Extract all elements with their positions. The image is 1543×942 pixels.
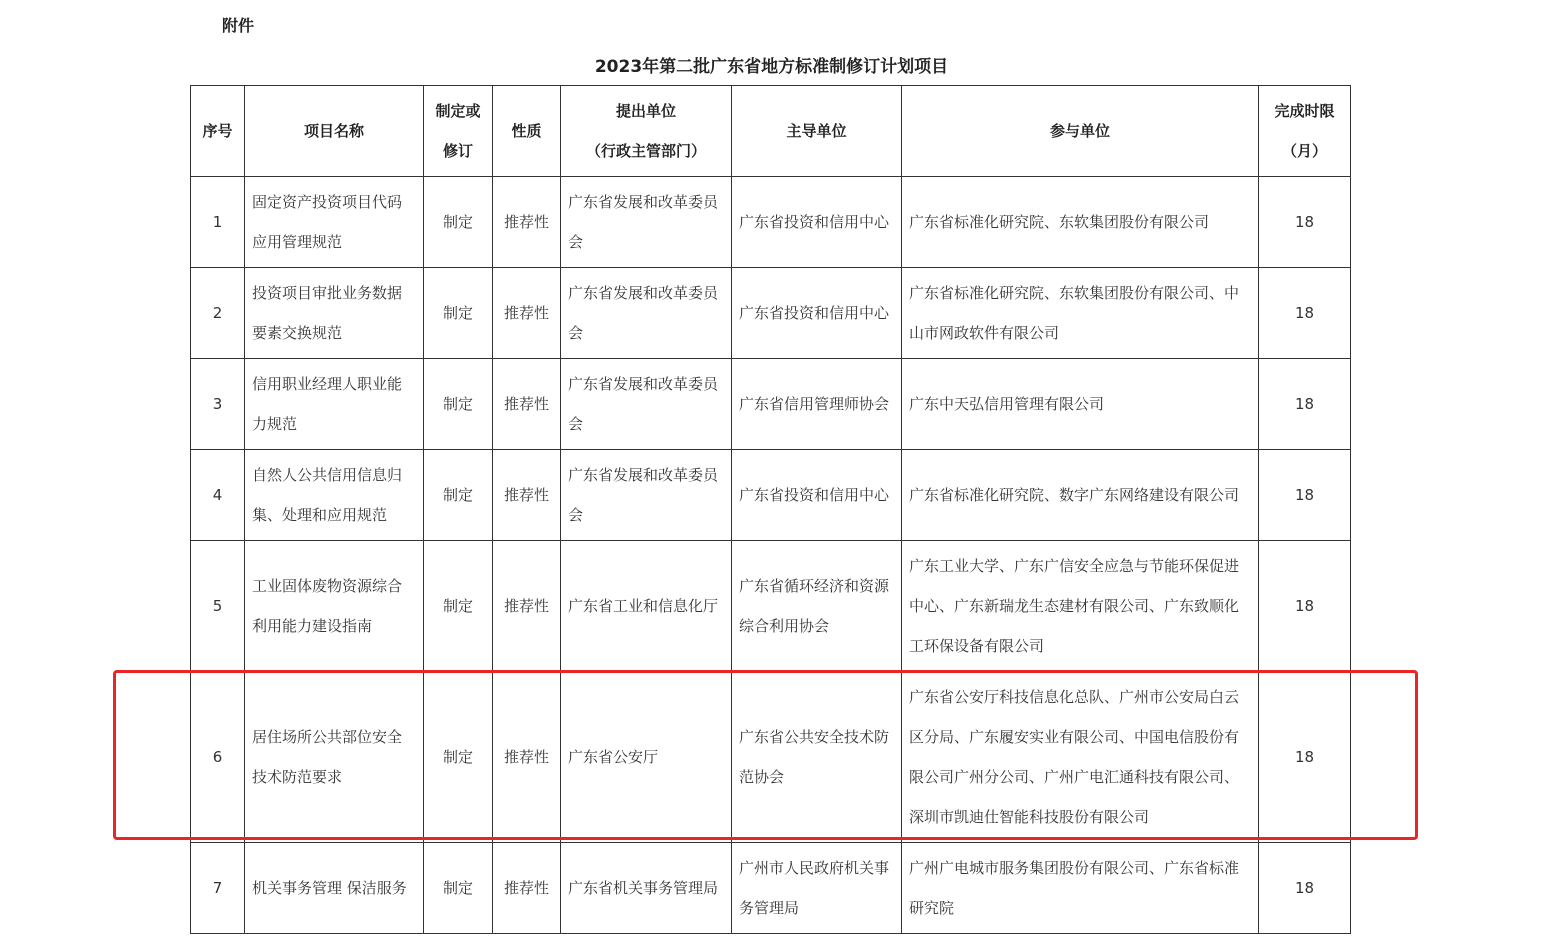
- header-proposer: 提出单位 （行政主管部门）: [561, 86, 732, 177]
- cell-nature: 推荐性: [493, 541, 561, 672]
- cell-type: 制定: [424, 541, 493, 672]
- cell-nature: 推荐性: [493, 268, 561, 359]
- table-row-highlighted: [191, 672, 1351, 843]
- cell-nature: 推荐性: [493, 450, 561, 541]
- cell-type: 制定: [424, 359, 493, 450]
- header-participants: 参与单位: [902, 86, 1259, 177]
- cell-name: 自然人公共信用信息归集、处理和应用规范: [245, 450, 424, 541]
- cell-proposer: 广东省发展和改革委员会: [561, 268, 732, 359]
- cell-name: 工业固体废物资源综合利用能力建设指南: [245, 541, 424, 672]
- cell-lead: 广东省投资和信用中心: [732, 268, 902, 359]
- table-row: [191, 541, 1351, 672]
- cell-name: 信用职业经理人职业能力规范: [245, 359, 424, 450]
- cell-lead: 广州市人民政府机关事务管理局: [732, 843, 902, 934]
- cell-deadline: 18: [1259, 541, 1351, 672]
- table-row: [191, 450, 1351, 541]
- cell-seq: 4: [191, 450, 245, 541]
- table-row: [191, 177, 1351, 268]
- cell-type: 制定: [424, 268, 493, 359]
- table-header-row: [191, 86, 1351, 177]
- cell-deadline: 18: [1259, 843, 1351, 934]
- table-row: [191, 268, 1351, 359]
- cell-participants: 广东中天弘信用管理有限公司: [902, 359, 1259, 450]
- cell-type: 制定: [424, 843, 493, 934]
- header-nature: 性质: [493, 86, 561, 177]
- cell-participants: 广东省标准化研究院、东软集团股份有限公司、中山市网政软件有限公司: [902, 268, 1259, 359]
- cell-name: 居住场所公共部位安全技术防范要求: [245, 672, 424, 843]
- cell-lead: 广东省公共安全技术防范协会: [732, 672, 902, 843]
- cell-lead: 广东省投资和信用中心: [732, 450, 902, 541]
- cell-nature: 推荐性: [493, 177, 561, 268]
- cell-name: 投资项目审批业务数据要素交换规范: [245, 268, 424, 359]
- header-type: 制定或 修订: [424, 86, 493, 177]
- cell-deadline: 18: [1259, 672, 1351, 843]
- attachment-label: 附件: [222, 16, 255, 35]
- cell-proposer: 广东省发展和改革委员会: [561, 450, 732, 541]
- cell-proposer: 广东省发展和改革委员会: [561, 359, 732, 450]
- cell-seq: 7: [191, 843, 245, 934]
- table-row: [191, 843, 1351, 934]
- cell-type: 制定: [424, 450, 493, 541]
- cell-name: 固定资产投资项目代码应用管理规范: [245, 177, 424, 268]
- cell-proposer: 广东省公安厅: [561, 672, 732, 843]
- cell-lead: 广东省信用管理师协会: [732, 359, 902, 450]
- cell-nature: 推荐性: [493, 672, 561, 843]
- cell-proposer: 广东省机关事务管理局: [561, 843, 732, 934]
- cell-nature: 推荐性: [493, 843, 561, 934]
- cell-lead: 广东省循环经济和资源综合利用协会: [732, 541, 902, 672]
- cell-participants: 广东省标准化研究院、东软集团股份有限公司: [902, 177, 1259, 268]
- cell-lead: 广东省投资和信用中心: [732, 177, 902, 268]
- cell-name: 机关事务管理 保洁服务: [245, 843, 424, 934]
- cell-nature: 推荐性: [493, 359, 561, 450]
- cell-type: 制定: [424, 177, 493, 268]
- header-name: 项目名称: [245, 86, 424, 177]
- standards-plan-table: [190, 85, 1351, 934]
- cell-seq: 5: [191, 541, 245, 672]
- cell-deadline: 18: [1259, 268, 1351, 359]
- cell-proposer: 广东省工业和信息化厅: [561, 541, 732, 672]
- cell-seq: 1: [191, 177, 245, 268]
- cell-seq: 6: [191, 672, 245, 843]
- header-deadline: 完成时限 （月）: [1259, 86, 1351, 177]
- header-seq: 序号: [191, 86, 245, 177]
- cell-participants: 广东省公安厅科技信息化总队、广州市公安局白云区分局、广东履安实业有限公司、中国电信股份有限公司广州分公司、广州广电汇通科技有限公司、深圳市凯迪仕智能科技股份有限公司: [902, 672, 1259, 843]
- cell-proposer: 广东省发展和改革委员会: [561, 177, 732, 268]
- cell-deadline: 18: [1259, 177, 1351, 268]
- cell-participants: 广东工业大学、广东广信安全应急与节能环保促进中心、广东新瑞龙生态建材有限公司、广东致顺化工环保设备有限公司: [902, 541, 1259, 672]
- cell-deadline: 18: [1259, 359, 1351, 450]
- cell-seq: 3: [191, 359, 245, 450]
- cell-type: 制定: [424, 672, 493, 843]
- page-title: 2023年第二批广东省地方标准制修订计划项目: [594, 57, 949, 77]
- table-row: [191, 359, 1351, 450]
- header-lead: 主导单位: [732, 86, 902, 177]
- cell-participants: 广东省标准化研究院、数字广东网络建设有限公司: [902, 450, 1259, 541]
- cell-seq: 2: [191, 268, 245, 359]
- cell-deadline: 18: [1259, 450, 1351, 541]
- cell-participants: 广州广电城市服务集团股份有限公司、广东省标准研究院: [902, 843, 1259, 934]
